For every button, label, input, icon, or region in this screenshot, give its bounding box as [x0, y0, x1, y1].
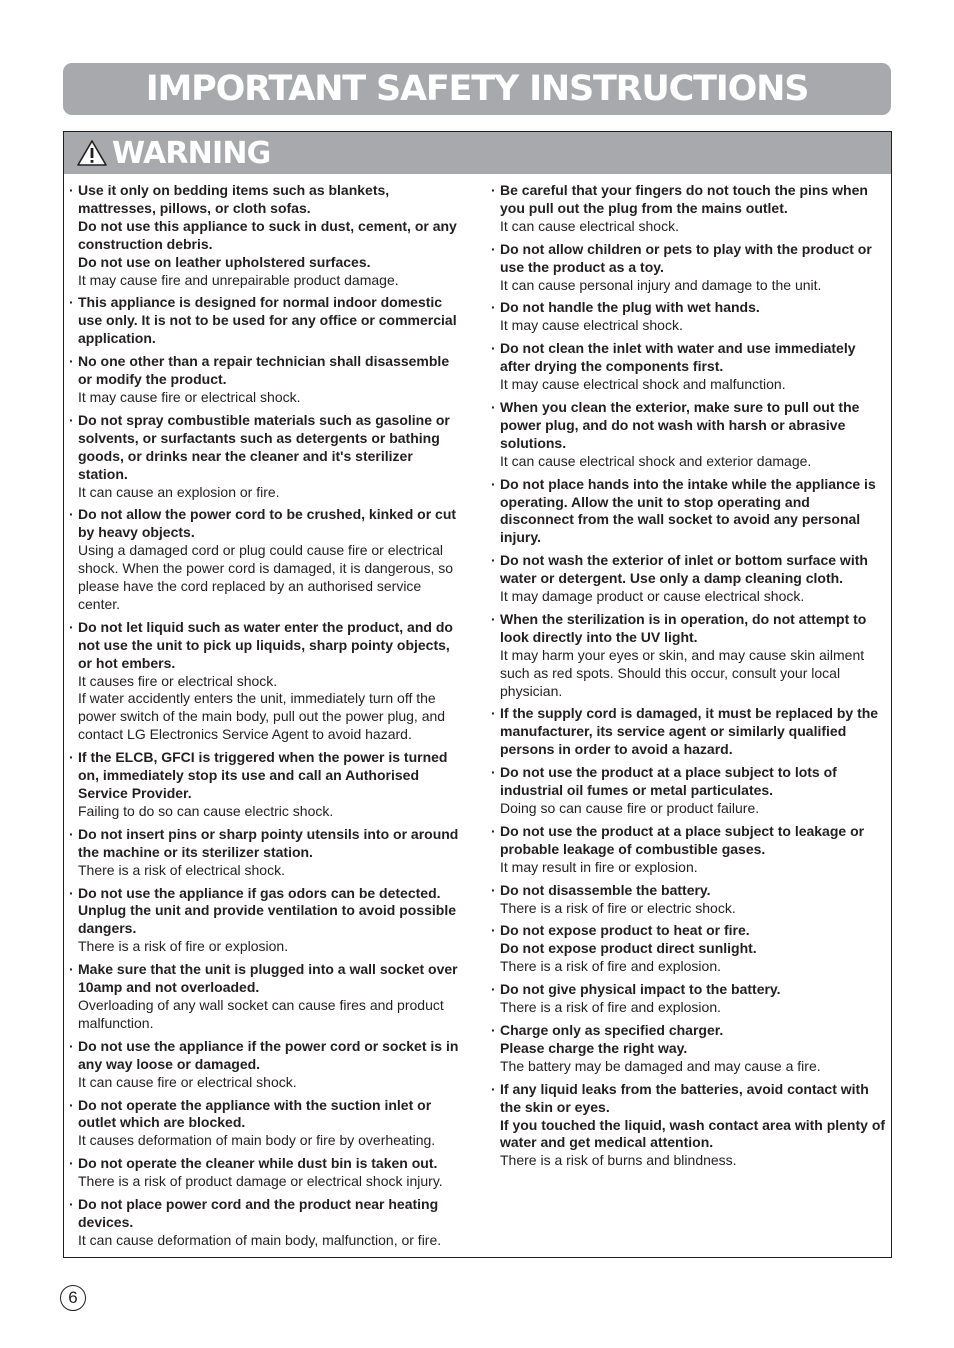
warning-consequence: Using a damaged cord or plug could cause fire or electrical shock. When the power cord is damaged, it is dangerous, so please have the cord replaced by an authorised service center.: [78, 542, 454, 612]
warning-consequence: There is a risk of product damage or electrical shock injury.: [78, 1173, 443, 1190]
warning-instruction: Be careful that your fingers do not touch the pins when you pull out the plug from the mains outlet.: [500, 182, 868, 216]
page-number-text: 6: [68, 1288, 78, 1307]
warning-consequence: There is a risk of electrical shock.: [78, 861, 285, 878]
safety-item: [69, 1097, 464, 1151]
warning-triangle-icon: [76, 139, 108, 167]
bullet-point: ·: [491, 240, 496, 257]
left-column: [69, 182, 464, 1255]
warning-instruction: Do not insert pins or sharp pointy utensils into or around the machine or its sterilizer station.: [78, 825, 459, 860]
bullet-point: ·: [491, 981, 496, 998]
bullet-point: ·: [69, 825, 74, 842]
safety-item: [491, 182, 886, 236]
warning-instruction: Use it only on bedding items such as blankets, mattresses, pillows, or cloth sofas.: [78, 182, 390, 216]
bullet-point: ·: [69, 1037, 74, 1054]
warning-consequence: There is a risk of fire or electric shock.: [500, 899, 736, 916]
safety-item: [69, 885, 464, 957]
warning-instruction: Do not wash the exterior of inlet or bottom surface with water or detergent. Use only a damp cleaning cloth.: [500, 552, 868, 587]
warning-consequence: It can cause an explosion or fire.: [78, 483, 280, 500]
warning-consequence: It may cause fire and unrepairable product damage.: [78, 271, 399, 288]
warning-instruction: Do not use on leather upholstered surfaces.: [78, 253, 371, 270]
bullet-point: ·: [491, 475, 496, 492]
warning-consequence: It can cause deformation of main body, malfunction, or fire.: [78, 1231, 442, 1248]
warning-consequence: If water accidently enters the unit, immediately turn off the power switch of the main body, pull out the power plug, and contact LG Electronics Service Agent to avoid hazard.: [78, 690, 446, 743]
safety-item: [491, 552, 886, 606]
warning-label: WARNING: [112, 135, 271, 171]
warning-instruction: Do not allow the power cord to be crushed, kinked or cut by heavy objects.: [78, 506, 457, 541]
safety-item: [491, 399, 886, 471]
warning-instruction: Make sure that the unit is plugged into a wall socket over 10amp and not overloaded.: [78, 961, 458, 996]
bullet-point: ·: [491, 610, 496, 627]
bullet-point: ·: [69, 749, 74, 766]
bullet-point: ·: [491, 299, 496, 316]
warning-consequence: It may cause electrical shock.: [500, 317, 683, 334]
warning-consequence: It causes deformation of main body or fire by overheating.: [78, 1132, 436, 1149]
page-number: [60, 1285, 86, 1311]
warning-consequence: It can cause personal injury and damage to the unit.: [500, 276, 822, 293]
bullet-point: ·: [69, 1155, 74, 1172]
safety-item: [491, 705, 886, 759]
bullet-point: ·: [491, 822, 496, 839]
warning-instruction: Do not place power cord and the product near heating devices.: [78, 1196, 439, 1230]
safety-item: [69, 506, 464, 613]
warning-consequence: Overloading of any wall socket can cause fires and product malfunction.: [78, 996, 444, 1031]
warning-instruction: Do not spray combustible materials such as gasoline or solvents, or surfactants such as detergents or bathing goods, or drinks near the cleaner and it's sterilizer station.: [78, 411, 450, 482]
safety-item: [491, 611, 886, 701]
warning-consequence: It may damage product or cause electrical shock.: [500, 588, 805, 605]
warning-consequence: It may cause fire or electrical shock.: [78, 388, 301, 405]
warning-instruction: Do not clean the inlet with water and use immediately after drying the components first.: [500, 340, 856, 375]
warning-instruction: Do not handle the plug with wet hands.: [500, 299, 760, 316]
warning-instruction: Do not disassemble the battery.: [500, 881, 711, 898]
warning-consequence: There is a risk of fire or explosion.: [78, 938, 289, 955]
safety-item: [491, 764, 886, 818]
safety-item: [491, 241, 886, 295]
warning-consequence: There is a risk of fire and explosion.: [500, 999, 721, 1016]
warning-consequence: There is a risk of fire and explosion.: [500, 958, 721, 975]
safety-item: [491, 823, 886, 877]
warning-instruction: If you touched the liquid, wash contact area with plenty of water and get medical attention.: [500, 1116, 886, 1151]
warning-section: [63, 131, 892, 1258]
warning-instruction: Charge only as specified charger.: [500, 1021, 724, 1038]
warning-instruction: Do not let liquid such as water enter the product, and do not use the unit to pick up liquids, sharp pointy objects, or hot embers.: [78, 618, 453, 671]
safety-item: [491, 340, 886, 394]
bullet-point: ·: [491, 705, 496, 722]
bullet-point: ·: [69, 618, 74, 635]
safety-item: [69, 961, 464, 1033]
safety-item: [69, 294, 464, 348]
warning-consequence: Failing to do so can cause electric shock.: [78, 802, 334, 819]
warning-consequence: Doing so can cause fire or product failure.: [500, 800, 760, 816]
warning-instruction: When the sterilization is in operation, do not attempt to look directly into the UV light.: [500, 610, 867, 645]
bullet-point: ·: [491, 1021, 496, 1038]
warning-consequence: It can cause fire or electrical shock.: [78, 1073, 297, 1090]
warning-instruction: Do not place hands into the intake while the appliance is operating. Allow the unit to stop operating and disconnect from the wall socket to avoid any personal injury.: [500, 475, 876, 546]
warning-consequence: There is a risk of burns and blindness.: [500, 1152, 737, 1169]
bullet-point: ·: [69, 294, 74, 311]
safety-item: [491, 922, 886, 976]
safety-item: [69, 353, 464, 407]
warning-instruction: Do not use the product at a place subject to lots of industrial oil fumes or metal particulates.: [500, 764, 837, 799]
safety-item: [69, 749, 464, 821]
warning-instruction: Do not give physical impact to the battery.: [500, 981, 781, 998]
warning-instruction: Do not use the product at a place subject to leakage or probable leakage of combustible gases.: [500, 822, 865, 857]
bullet-point: ·: [69, 506, 74, 523]
bullet-point: ·: [491, 1080, 496, 1097]
warning-instruction: Do not operate the cleaner while dust bin is taken out.: [78, 1155, 438, 1172]
safety-item: [69, 1038, 464, 1092]
bullet-point: ·: [491, 182, 496, 198]
safety-item: [491, 882, 886, 918]
warning-consequence: It may harm your eyes or skin, and may cause skin ailment such as red spots. Should this occur, consult your local physician.: [500, 646, 865, 699]
warning-instruction: Do not operate the appliance with the suction inlet or outlet which are blocked.: [78, 1096, 432, 1131]
bullet-point: ·: [491, 340, 496, 357]
bullet-point: ·: [69, 353, 74, 370]
warning-instruction: This appliance is designed for normal indoor domestic use only. It is not to be used for any office or commercial application.: [78, 294, 457, 347]
warning-instruction: No one other than a repair technician shall disassemble or modify the product.: [78, 353, 450, 388]
safety-item: [69, 182, 464, 289]
bullet-point: ·: [69, 411, 74, 428]
safety-item: [69, 1155, 464, 1191]
warning-instruction: Do not use the appliance if gas odors can be detected. Unplug the unit and provide ventilation to avoid possible dangers.: [78, 884, 457, 937]
bullet-point: ·: [69, 182, 74, 198]
safety-item: [491, 981, 886, 1017]
warning-header: [64, 132, 891, 174]
safety-item: [491, 1022, 886, 1076]
warning-instruction: Do not expose product to heat or fire.: [500, 922, 750, 939]
bullet-point: ·: [69, 1096, 74, 1113]
bullet-point: ·: [491, 881, 496, 898]
warning-consequence: The battery may be damaged and may cause a fire.: [500, 1057, 821, 1074]
safety-item: [491, 476, 886, 548]
warning-consequence: It causes fire or electrical shock.: [78, 672, 278, 689]
bullet-point: ·: [491, 922, 496, 939]
warning-instruction: If any liquid leaks from the batteries, avoid contact with the skin or eyes.: [500, 1080, 869, 1115]
safety-item: [69, 826, 464, 880]
warning-instruction: Do not use the appliance if the power cord or socket is in any way loose or damaged.: [78, 1037, 459, 1072]
warning-consequence: It may result in fire or explosion.: [500, 858, 698, 875]
bullet-point: ·: [491, 398, 496, 415]
warning-instruction: Do not allow children or pets to play with the product or use the product as a toy.: [500, 240, 872, 275]
warning-instruction: If the ELCB, GFCI is triggered when the power is turned on, immediately stop its use and call an Authorised Service Provider.: [78, 749, 448, 801]
warning-instruction: Do not use this appliance to suck in dust, cement, or any construction debris.: [78, 217, 457, 252]
right-column: [491, 182, 886, 1175]
bullet-point: ·: [69, 961, 74, 978]
warning-instruction: When you clean the exterior, make sure to pull out the power plug, and do not wash with harsh or abrasive solutions.: [500, 398, 860, 451]
page-title: IMPORTANT SAFETY INSTRUCTIONS: [145, 69, 809, 109]
warning-instruction: If the supply cord is damaged, it must be replaced by the manufacturer, its service agent or similarly qualified persons in order to avoid a hazard.: [500, 705, 879, 758]
warning-consequence: It may cause electrical shock and malfunction.: [500, 376, 786, 393]
bullet-point: ·: [491, 764, 496, 781]
warning-consequence: It can cause electrical shock.: [500, 217, 679, 234]
bullet-point: ·: [69, 1196, 74, 1213]
warning-instruction: Do not expose product direct sunlight.: [500, 940, 757, 957]
safety-item: [491, 1081, 886, 1171]
safety-item: [69, 412, 464, 502]
warning-consequence: It can cause electrical shock and exterior damage.: [500, 452, 812, 469]
safety-item: [69, 619, 464, 744]
bullet-point: ·: [491, 552, 496, 569]
warning-instruction: Please charge the right way.: [500, 1039, 688, 1056]
bullet-point: ·: [69, 884, 74, 901]
safety-item: [69, 1196, 464, 1250]
title-banner: [63, 63, 891, 115]
safety-item: [491, 299, 886, 335]
